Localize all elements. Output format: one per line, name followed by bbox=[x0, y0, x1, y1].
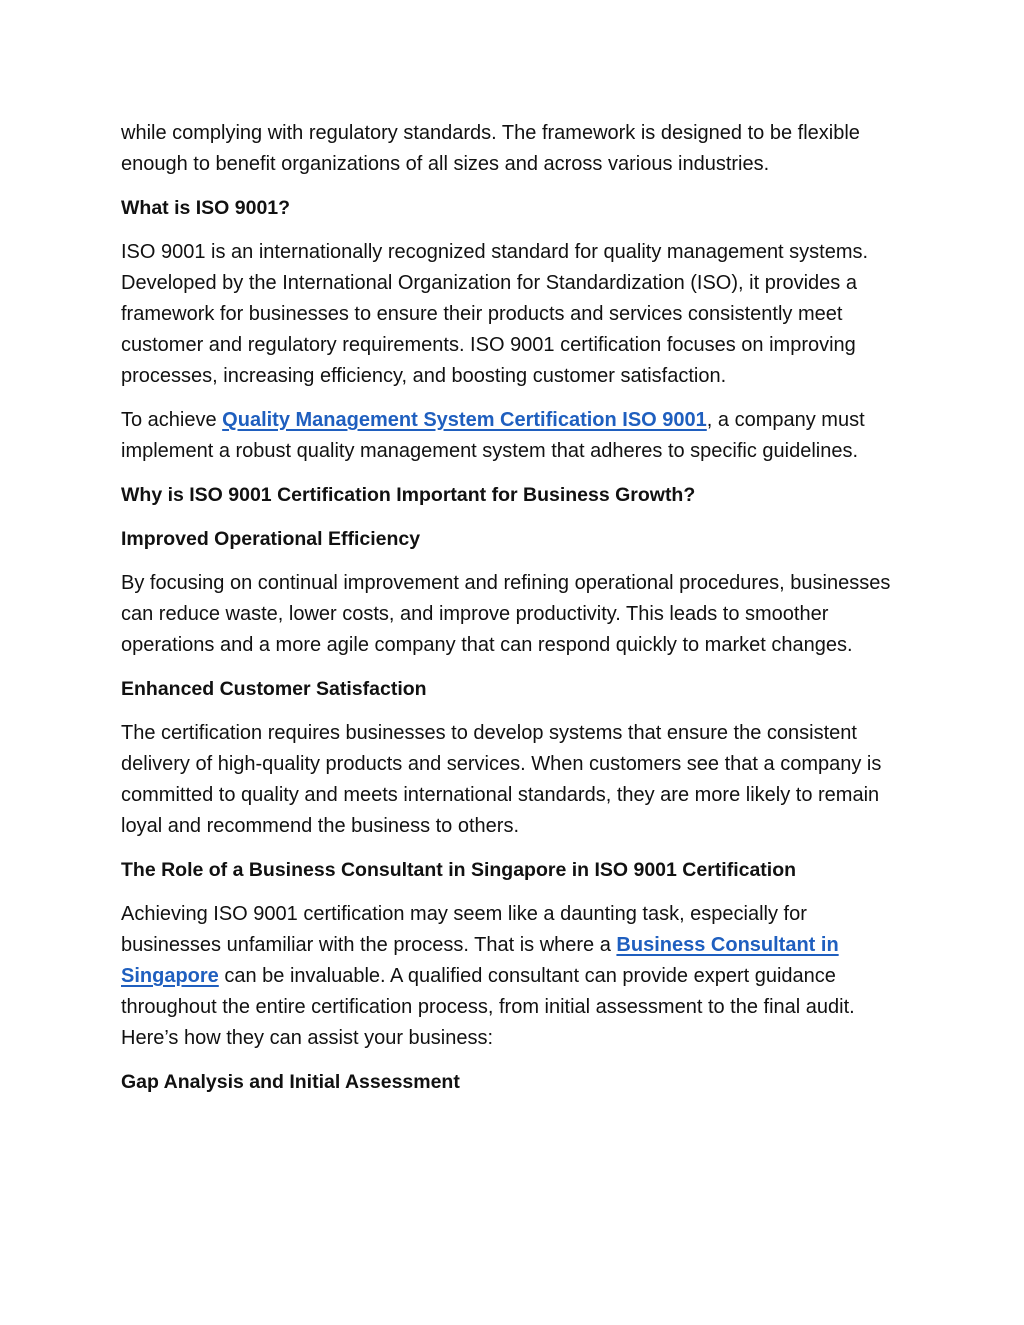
heading-why-important: Why is ISO 9001 Certification Important for Business Growth? bbox=[121, 484, 696, 506]
role-suffix-text: can be invaluable. A qualified consultant can provide expert guidance throughout the entire certification process, from initial assessment to the final audit. Here’s how they can assist your business: bbox=[121, 965, 855, 1049]
efficiency-paragraph: By focusing on continual improvement and refining operational procedures, businesses can reduce waste, lower costs, and improve productivity. This leads to smoother operations and a more agile company that can respond quickly to market changes. bbox=[121, 572, 891, 656]
business-consultant-link[interactable]: Business Consultant in Singapore bbox=[121, 934, 839, 987]
achieve-paragraph bbox=[121, 405, 901, 467]
heading-gap-analysis: Gap Analysis and Initial Assessment bbox=[121, 1071, 460, 1093]
satisfaction-paragraph: The certification requires businesses to develop systems that ensure the consistent delivery of high-quality products and services. When customers see that a company is committed to quality and meets international standards, they are more likely to remain loyal and recommend the business to others. bbox=[121, 722, 882, 837]
qms-certification-link[interactable]: Quality Management System Certification ISO 9001 bbox=[222, 409, 707, 431]
intro-paragraph: while complying with regulatory standards. The framework is designed to be flexible enough to benefit organizations of all sizes and across various industries. bbox=[121, 122, 860, 175]
heading-operational-efficiency: Improved Operational Efficiency bbox=[121, 528, 421, 550]
document-page bbox=[121, 118, 901, 1111]
achieve-prefix-text: To achieve bbox=[121, 409, 223, 431]
heading-customer-satisfaction: Enhanced Customer Satisfaction bbox=[121, 678, 427, 700]
consultant-role-paragraph bbox=[121, 899, 901, 1054]
heading-consultant-role: The Role of a Business Consultant in Singapore in ISO 9001 Certification bbox=[121, 859, 797, 881]
role-prefix-text: Achieving ISO 9001 certification may seem like a daunting task, especially for businesses unfamiliar with the process. That is where a bbox=[121, 903, 807, 956]
achieve-suffix-text: , a company must implement a robust quality management system that adheres to specific guidelines. bbox=[121, 409, 865, 462]
what-is-iso-paragraph: ISO 9001 is an internationally recognized standard for quality management systems. Developed by the International Organization for Standardization (ISO), it provides a framework for businesses to ensure their products and services consistently meet customer and regulatory requirements. ISO 9001 certification focuses on improving processes, increasing efficiency, and boosting customer satisfaction. bbox=[121, 241, 869, 387]
heading-what-is-iso: What is ISO 9001? bbox=[121, 197, 291, 219]
